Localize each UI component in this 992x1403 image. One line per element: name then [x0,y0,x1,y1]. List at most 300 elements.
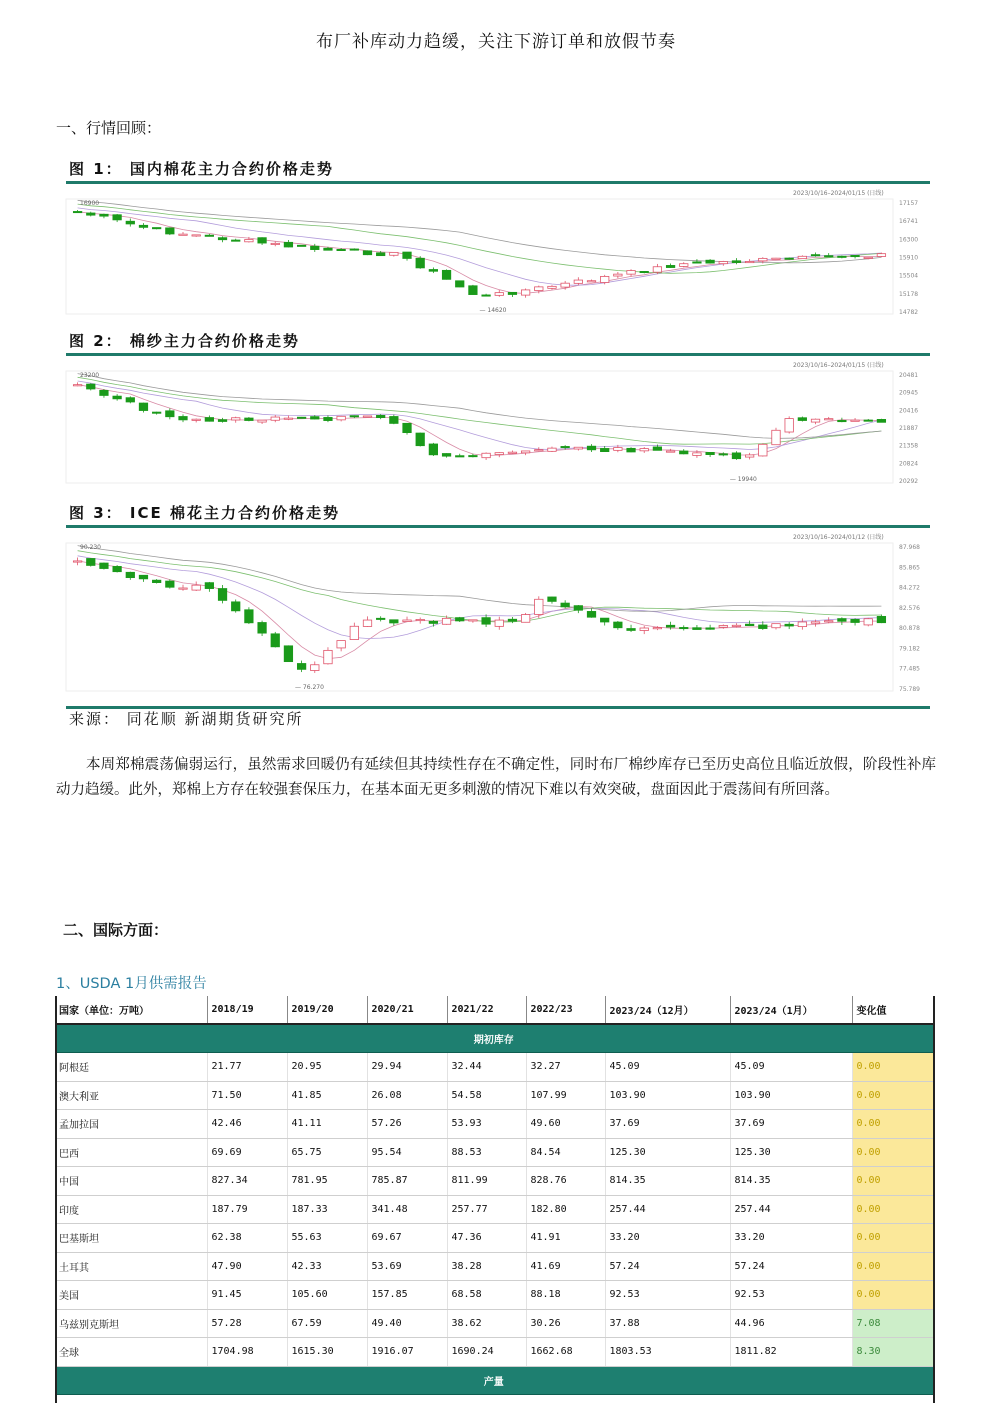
candle-body [442,618,450,624]
table-cell: 41.85 [287,1081,367,1110]
row-country: 阿根廷 [55,1053,207,1082]
table-cell: 32.44 [447,1053,526,1082]
figure-2-rule [66,353,930,356]
candle-body [350,416,358,417]
moving-average-line [78,381,882,450]
figure-3-rule [66,525,930,528]
table-cell: 53.93 [447,1110,526,1139]
column-header: 2021/22 [447,996,526,1024]
candle-body [864,257,872,258]
usda-supply-demand-table [55,996,934,1395]
table-cell: 1690.24 [447,1338,526,1367]
table-cell: 20.95 [287,1053,367,1082]
candle-body [324,650,332,663]
axis-tick-label: 20292 [899,478,919,485]
candle-body [152,580,160,582]
table-cell: 57.24 [730,1252,852,1281]
moving-average-line [78,212,882,294]
candle-body [100,214,108,216]
table-row [55,1081,933,1110]
table-cell: 57.24 [605,1252,730,1281]
figure-3-chart [58,529,930,705]
chart-legend: 2023/10/16–2024/01/15 (日线) [793,190,884,197]
candle-body [258,420,266,422]
candle-body [508,619,516,621]
candle-body [429,621,437,623]
plot-area [66,371,893,483]
table-cell: 84.54 [526,1138,605,1167]
candle-body [284,418,292,419]
candle-body [126,398,134,402]
candle-body [851,619,859,622]
candle-body [232,602,240,611]
axis-tick-label: 20945 [899,389,919,397]
candle-body [719,262,727,264]
change-value: 7.08 [852,1309,933,1338]
table-cell: 68.58 [447,1281,526,1310]
candle-body [284,242,292,247]
axis-tick-label: 16741 [899,218,919,226]
candle-body [179,588,187,589]
candle-body [508,292,516,294]
table-cell: 33.20 [605,1224,730,1253]
table-row [55,1138,933,1167]
table-cell: 95.54 [367,1138,447,1167]
axis-tick-label: 17157 [899,200,919,207]
table-cell: 1704.98 [207,1338,287,1367]
row-country: 澳大利亚 [55,1081,207,1110]
table-cell: 21.77 [207,1053,287,1082]
table-cell: 187.79 [207,1195,287,1224]
row-country: 全球 [55,1338,207,1367]
candle-body [759,258,767,260]
candle-body [337,641,345,648]
candle-body [100,390,108,395]
figure-2-candlestick [58,357,930,497]
candle-body [456,618,464,621]
candle-body [218,420,226,422]
candle-body [574,606,582,611]
candle-body [205,583,213,589]
source-note: 来源： 同花顺 新湖期货研究所 [69,710,304,728]
table-cell: 29.94 [367,1053,447,1082]
candle-body [693,262,701,263]
table-header-row [55,996,933,1024]
table-cell: 1811.82 [730,1338,852,1367]
candle-body [390,416,398,423]
table-cell: 103.90 [730,1081,852,1110]
candle-body [614,622,622,628]
axis-tick-label: 21887 [899,425,919,432]
candle-body [271,634,279,647]
candle-body [429,444,437,455]
candle-body [113,566,121,571]
axis-tick-label: 20824 [899,460,919,468]
moving-average-line [78,204,882,273]
row-country: 孟加拉国 [55,1110,207,1139]
moving-average-line [78,561,882,659]
candle-body [587,281,595,282]
candle-body [574,447,582,449]
candle-body [745,624,753,625]
candle-body [627,271,635,275]
candle-body [179,417,187,420]
candle-body [719,454,727,455]
candle-body [403,620,411,622]
candle-body [745,455,753,457]
candle-body [139,403,147,410]
candle-body [759,625,767,629]
plot-area [66,543,893,691]
candle-body [666,625,674,627]
candle-body [600,276,608,282]
row-country: 中国 [55,1167,207,1196]
column-header: 2023/24（12月） [605,996,730,1024]
candle-body [521,290,529,295]
candle-body [653,267,661,272]
table-cell: 65.75 [287,1138,367,1167]
candle-body [166,581,174,587]
candle-body [587,446,595,450]
candle-body [706,452,714,454]
candle-body [126,572,134,577]
table-cell: 62.38 [207,1224,287,1253]
candle-body [376,415,384,417]
candle-body [403,423,411,432]
low-price-label: — 76.270 [295,684,324,691]
figure-2-caption: 图 2： 棉纱主力合约价格走势 [69,332,300,350]
table-cell: 55.63 [287,1224,367,1253]
section-heading-review: 一、行情回顾： [56,119,162,137]
change-value: 0.00 [852,1053,933,1082]
table-row [55,1338,933,1367]
column-header: 变化值 [852,996,933,1024]
table-cell: 41.91 [526,1224,605,1253]
candle-body [232,240,240,241]
moving-average-line [78,374,882,439]
high-price-label: 90.230 [80,544,101,551]
figure-3-candlestick [58,529,930,705]
candle-body [363,620,371,626]
candle-body [680,264,688,267]
candle-body [759,444,767,456]
table-row [55,1195,933,1224]
candle-body [851,420,859,421]
table-cell: 41.69 [526,1252,605,1281]
candle-body [297,663,305,669]
candle-body [245,239,253,241]
table-cell: 69.69 [207,1138,287,1167]
candle-body [640,271,648,272]
table-cell: 182.80 [526,1195,605,1224]
candle-body [495,620,503,626]
candle-body [73,385,81,386]
candle-body [482,618,490,625]
candle-body [179,234,187,235]
candle-body [416,619,424,620]
candle-body [495,293,503,296]
candle-body [838,619,846,622]
candle-body [192,585,200,590]
candle-body [785,624,793,626]
candle-body [297,245,305,246]
table-cell: 71.50 [207,1081,287,1110]
candle-body [653,628,661,629]
table-cell: 57.26 [367,1110,447,1139]
table-cell: 1662.68 [526,1338,605,1367]
axis-tick-label: 85.865 [899,564,920,572]
candle-body [614,274,622,276]
section-label: 期初库存 [55,1024,933,1053]
candle-body [653,447,661,450]
candle-body [205,235,213,236]
usda-report-title: 1、USDA 1月供需报告 [56,976,207,992]
candle-body [877,616,885,622]
candle-body [811,622,819,623]
candle-body [706,260,714,263]
table-cell: 785.87 [367,1167,447,1196]
axis-tick-label: 20481 [899,372,919,379]
low-price-label: — 14620 [479,307,507,314]
market-review-paragraph: 本周郑棉震荡偏弱运行，虽然需求回暖仍有延续但其持续性存在不确定性，同时布厂棉纱库存已至历史高位且临近放假，阶段性补库动力趋缓。此外，郑棉上方存在较强套保压力，在基本面无更多刺激的情况下难以有效突破，盘面因此于震荡间有所回落。 [56,757,936,798]
change-value: 0.00 [852,1110,933,1139]
candle-body [680,451,688,454]
axis-tick-label: 16300 [899,236,919,244]
candle-body [798,256,806,258]
table-cell: 49.40 [367,1309,447,1338]
axis-tick-label: 15178 [899,290,919,298]
table-cell: 42.46 [207,1110,287,1139]
candle-body [337,416,345,420]
candle-body [152,228,160,229]
candle-body [732,261,740,263]
candle-body [87,558,95,565]
row-country: 印度 [55,1195,207,1224]
candle-body [403,252,411,258]
candle-body [745,261,753,262]
candle-body [732,453,740,459]
change-value: 8.30 [852,1338,933,1367]
change-value: 0.00 [852,1081,933,1110]
candle-body [614,448,622,451]
candle-body [785,419,793,432]
table-cell: 37.69 [730,1110,852,1139]
candle-body [495,453,503,455]
candle-body [87,384,95,389]
candle-body [297,417,305,418]
table-row [55,1167,933,1196]
table-cell: 92.53 [730,1281,852,1310]
table-cell: 49.60 [526,1110,605,1139]
table-cell: 67.59 [287,1309,367,1338]
candle-body [73,561,81,562]
table-cell: 781.95 [287,1167,367,1196]
row-country: 乌兹别克斯坦 [55,1309,207,1338]
candle-body [851,255,859,256]
table-cell: 1916.07 [367,1338,447,1367]
table-cell: 811.99 [447,1167,526,1196]
change-value: 0.00 [852,1281,933,1310]
change-value: 0.00 [852,1224,933,1253]
table-cell: 157.85 [367,1281,447,1310]
candle-body [666,451,674,452]
table-cell: 38.62 [447,1309,526,1338]
table-cell: 37.69 [605,1110,730,1139]
table-cell: 54.58 [447,1081,526,1110]
candle-body [627,629,635,631]
table-cell: 30.26 [526,1309,605,1338]
candle-body [218,589,226,601]
candle-body [561,446,569,447]
figure-2-chart [58,357,930,497]
candle-body [680,627,688,628]
column-header: 2023/24（1月） [730,996,852,1024]
candle-body [139,575,147,579]
candle-body [271,243,279,244]
table-cell: 37.88 [605,1309,730,1338]
candle-body [442,270,450,279]
axis-tick-label: 20416 [899,407,919,415]
table-cell: 88.53 [447,1138,526,1167]
candle-body [732,625,740,626]
table-cell: 42.33 [287,1252,367,1281]
figure-1-caption: 图 1： 国内棉花主力合约价格走势 [69,160,334,178]
candle-body [811,255,819,256]
candle-body [442,454,450,457]
candle-body [772,624,780,628]
candle-body [166,411,174,417]
candle-body [469,620,477,621]
candle-body [192,419,200,420]
candle-body [337,249,345,250]
candle-body [772,430,780,444]
table-cell: 41.11 [287,1110,367,1139]
column-header: 2018/19 [207,996,287,1024]
candle-body [627,448,635,452]
candle-body [785,258,793,259]
table-cell: 125.30 [605,1138,730,1167]
axis-tick-label: 80.878 [899,625,920,633]
figure-1-chart [58,185,930,328]
axis-tick-label: 15910 [899,254,919,262]
high-price-label: 16900 [80,200,100,207]
table-cell: 105.60 [287,1281,367,1310]
candle-body [798,418,806,421]
table-cell: 107.99 [526,1081,605,1110]
table-cell: 45.09 [605,1053,730,1082]
candle-body [456,456,464,457]
table-cell: 33.20 [730,1224,852,1253]
candle-body [693,628,701,630]
table-cell: 53.69 [367,1252,447,1281]
column-header: 国家（单位：万吨） [55,996,207,1024]
candle-body [548,448,556,451]
candle-body [824,419,832,420]
candle-body [864,619,872,625]
table-cell: 103.90 [605,1081,730,1110]
candle-body [548,286,556,288]
table-cell: 92.53 [605,1281,730,1310]
row-country: 土耳其 [55,1252,207,1281]
candle-body [521,615,529,623]
candle-body [87,213,95,215]
candle-body [877,254,885,257]
candle-body [324,417,332,420]
candle-body [877,419,885,422]
chart-legend: 2023/10/16–2024/01/15 (日线) [793,362,884,369]
candle-body [284,646,292,662]
candle-body [113,396,121,399]
moving-average-line [78,377,882,444]
table-row [55,1110,933,1139]
candle-body [535,599,543,614]
column-header: 2019/20 [287,996,367,1024]
table-cell: 1803.53 [605,1338,730,1367]
candle-body [548,597,556,601]
candle-body [561,603,569,607]
candle-body [508,452,516,453]
candle-body [482,295,490,296]
candle-body [376,253,384,256]
candle-body [139,225,147,227]
section-row-production [55,1366,933,1394]
change-value: 0.00 [852,1167,933,1196]
candle-body [363,251,371,255]
candle-body [824,621,832,622]
candle-body [350,626,358,639]
candle-body [166,228,174,234]
table-cell: 828.76 [526,1167,605,1196]
change-value: 0.00 [852,1252,933,1281]
candle-body [113,215,121,220]
table-cell: 257.44 [730,1195,852,1224]
axis-tick-label: 15504 [899,272,919,280]
axis-tick-label: 21358 [899,442,919,450]
candle-body [311,417,319,419]
table-cell: 91.45 [207,1281,287,1310]
figure-3-caption: 图 3： ICE 棉花主力合约价格走势 [69,504,340,522]
column-header: 2022/23 [526,996,605,1024]
candle-body [587,611,595,617]
table-cell: 341.48 [367,1195,447,1224]
candle-body [152,412,160,413]
table-cell: 69.67 [367,1224,447,1253]
figure-1-rule [66,181,930,184]
candle-body [311,665,319,671]
candle-body [258,238,266,243]
change-value: 0.00 [852,1138,933,1167]
axis-tick-label: 82.576 [899,604,920,612]
table-cell: 44.96 [730,1309,852,1338]
table-cell: 47.90 [207,1252,287,1281]
candle-body [218,238,226,240]
candle-body [640,628,648,630]
candle-body [824,256,832,257]
candle-body [600,618,608,622]
candle-body [258,623,266,634]
candle-body [521,451,529,453]
table-cell: 257.44 [605,1195,730,1224]
candle-body [772,258,780,259]
axis-tick-label: 75.789 [899,686,920,693]
candle-body [798,622,806,627]
table-cell: 827.34 [207,1167,287,1196]
table-cell: 125.30 [730,1138,852,1167]
row-country: 巴西 [55,1138,207,1167]
table-cell: 26.08 [367,1081,447,1110]
axis-tick-label: 87.968 [899,544,920,551]
axis-tick-label: 77.485 [899,665,920,673]
